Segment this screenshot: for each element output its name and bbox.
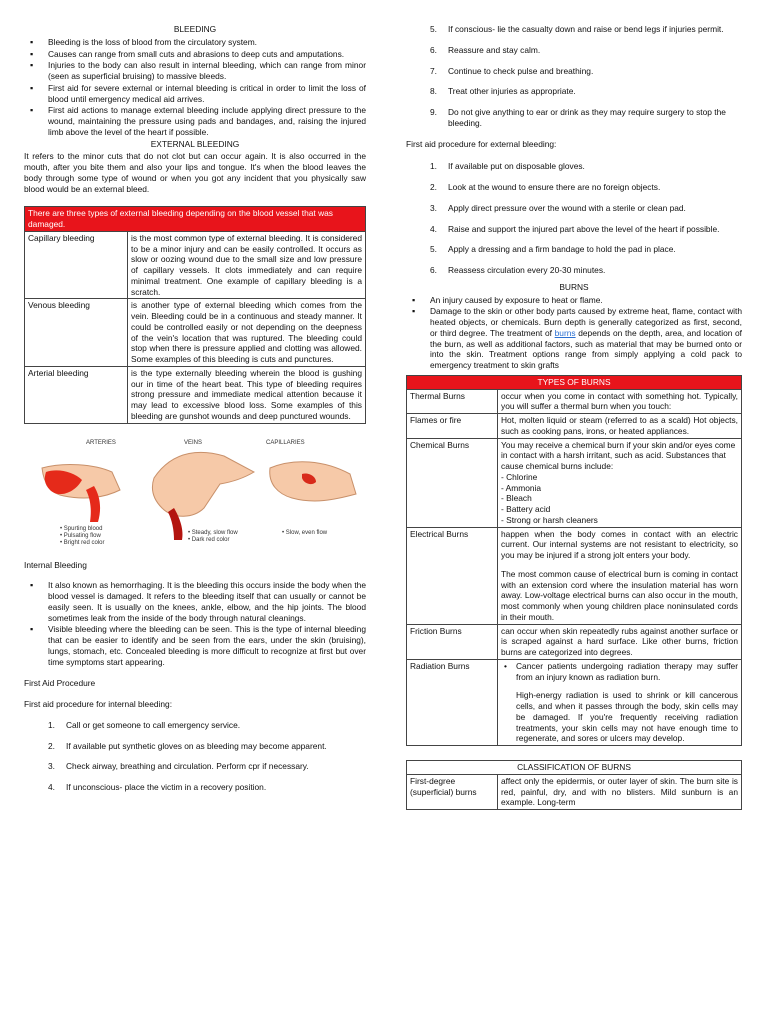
bleeding-types-illustration	[24, 438, 366, 548]
table-row: Flames or fire Hot, molten liquid or steam (referred to as a scald) Hot objects, such as cooking pans, irons, or heated appliances.	[407, 414, 742, 439]
table-header: There are three types of external bleeding depending on the blood vessel that was damaged.	[25, 207, 366, 232]
list-item: ▪ First aid actions to manage external bleeding include applying direct pressure to the wound, maintaining the pressure using pads and bandages, and, raising the injured limb above the level of the heart if possible.	[48, 105, 366, 137]
row-name: Capillary bleeding	[25, 231, 128, 299]
list-item: 6. Reassess circulation every 20-30 minutes.	[430, 265, 606, 275]
list-item: 5. Apply a dressing and a firm bandage to hold the pad in place.	[430, 244, 676, 255]
note-arteries-2: • Pulsating flow	[60, 532, 101, 539]
row-name: Venous bleeding	[25, 299, 128, 367]
row-desc: is the most common type of external bleeding. It is considered to be a minor injury and can be easily controlled. It occurs as slow or oozing wound due to the small size and low pressure of capillary vessels. It clots immediately and can require minimal treatment. One example of capillary bleeding is a scratch.	[128, 231, 366, 299]
burns-title: BURNS	[559, 281, 589, 292]
burns-link[interactable]: burns	[554, 327, 576, 338]
list-item: 8. Treat other injuries as appropriate.	[430, 86, 576, 97]
note-capillaries-1: • Slow, even flow	[282, 529, 328, 536]
classification-of-burns-table	[406, 760, 742, 810]
list-item: ▪ Causes can range from small cuts and abrasions to deep cuts and amputations.	[48, 49, 366, 60]
table-row	[25, 231, 366, 299]
internal-procedure-title: First aid procedure for internal bleeding:	[24, 699, 173, 709]
external-procedure-title: First aid procedure for external bleeding:	[406, 138, 557, 149]
first-aid-title: First Aid Procedure	[24, 678, 96, 689]
row-desc: is another type of external bleeding which comes from the vein. Bleeding could be in a continuous and steady manner. It could be controlled easily or not depending on the deepness of the vein's location that was ruptured. The bleeding could stop when there is pressure applied and clotting was allowed. Some examples of this bleeding is cuts and punctures.	[128, 299, 366, 367]
row-desc: is the type externally bleeding wherein the blood is gushing our in time of the heart beat. This type of bleeding requires strong pressure and immediate medical attention because it may lead to excessive blood loss. Some examples of this bleeding are gunshot wounds and deep punctured wounds.	[128, 366, 366, 423]
list-item: ▪ Bleeding is the loss of blood from the circulatory system.	[48, 37, 366, 48]
bleeding-title: BLEEDING	[173, 24, 217, 34]
bullet-icon: •	[504, 660, 507, 671]
table-row: Electrical Burns happen when the body comes in contact with an electric current. Our internal systems are not resistant to electricity, so you may be injured if a strong jolt enters your body. The most common cause of electrical burn is coming in contact with an extension cord where the insulation material has worn away. Low-voltage electrical burns can also occur in the mouth, most commonly when young children place noninsulated cords in their mouth.	[407, 527, 742, 624]
table-row	[25, 299, 366, 367]
types-of-burns-table	[406, 375, 742, 746]
table-row: Radiation Burns • Cancer patients undergoing radiation therapy may suffer from an injury known as radiation burn. High-energy radiation is used to shrink or kill cancerous cells, and when it passes through the body, skin cells may be damaged. If you're frequently receiving radiation treatments, your skin cells may not have enough time to regenerate, and sores or ulcers may develop.	[407, 659, 742, 745]
list-item: ▪ Visible bleeding where the bleeding can be seen. This is the type of internal bleeding that can be easier to identify and be seen from the ears, under the skin (bruising), lungs, stomach, etc. Concealed bleeding is more difficult to recognize at first but over time symptoms start appearing.	[48, 624, 366, 667]
internal-bleeding-bullets	[24, 580, 366, 667]
list-item: 2. Look at the wound to ensure there are no foreign objects.	[430, 182, 661, 192]
external-steps	[406, 161, 742, 276]
list-item: 1. If available put on disposable gloves.	[430, 161, 585, 172]
list-item: 6. Reassure and stay calm.	[430, 44, 541, 55]
list-item: ▪ Damage to the skin or other body parts caused by extreme heat, flame, contact with heated objects, or chemicals. Burn depth is generally categorized as first, second, or third degree. The treatment of burns depends on the depth, area, and location of the burn, as well as additional factors, such as material that may be burned onto or into the skin. Treatment options range from simply applying a cold pack to emergency treatment to skin grafts	[430, 306, 742, 371]
table-header: TYPES OF BURNS	[407, 375, 742, 389]
table-row	[25, 366, 366, 423]
list-item: 2. If available put synthetic gloves on as bleeding may become apparent.	[48, 740, 327, 751]
internal-steps-continued	[406, 24, 742, 129]
table-row: Chemical Burns You may receive a chemical burn if your skin and/or eyes come in contact with a harsh irritant, such as acid. Substances that cause chemical burns include: - Chlorine - Ammonia - Bleach - Battery acid - Strong or harsh cleaners	[407, 438, 742, 527]
table-row: Friction Burns can occur when skin repeatedly rubs against another surface or is scraped against a hard surface. Like other burns, friction burns are categorized into degrees.	[407, 624, 742, 659]
external-bleeding-text: It refers to the minor cuts that do not clot but can occur again. It is also occurred in the mouth, after you bite them and also your lips and tongue. It's when the blood leaves the body through some type of wound or when you got any incident that you physically saw blood would be an external bleed.	[24, 151, 366, 194]
list-item: 3. Apply direct pressure over the wound with a sterile or clean pad.	[430, 202, 686, 213]
list-item: 7. Continue to check pulse and breathing.	[430, 65, 594, 76]
burns-bullets	[406, 295, 742, 371]
left-column	[24, 24, 366, 803]
note-arteries-3: • Bright red color	[60, 539, 105, 546]
internal-steps	[24, 720, 366, 793]
row-name: Arterial bleeding	[25, 366, 128, 423]
list-item: 4. Raise and support the injured part above the level of the heart if possible.	[430, 223, 720, 234]
list-item: 3. Check airway, breathing and circulation. Perform cpr if necessary.	[48, 761, 309, 772]
table-row: Thermal Burns occur when you come in contact with something hot. Typically, you will suffer a thermal burn when you touch:	[407, 389, 742, 414]
list-item: ▪ Injuries to the body can also result in internal bleeding, which can range from minor (seen as superficial bruising) to massive bleeds.	[48, 60, 366, 82]
list-item: 1. Call or get someone to call emergency service.	[48, 719, 241, 730]
internal-bleeding-title: Internal Bleeding	[24, 559, 87, 570]
label-veins: VEINS	[184, 439, 203, 446]
list-item: 4. If unconscious- place the victim in a recovery position.	[48, 782, 267, 792]
note-veins-2: • Dark red color	[188, 536, 230, 543]
table-row: First-degree (superficial) burns affect only the epidermis, or outer layer of skin. The burn site is red, painful, dry, and with no blisters. Mild sunburn is an example. Long-term	[407, 774, 742, 809]
note-arteries-1: • Spurting blood	[60, 525, 103, 532]
list-item: ▪ An injury caused by exposure to heat or flame.	[430, 295, 742, 306]
list-item: ▪ First aid for severe external or internal bleeding is critical in order to limit the loss of blood until emergency medical aid arrives.	[48, 83, 366, 105]
list-item: 5. If conscious- lie the casualty down and raise or bend legs if injuries permit.	[430, 24, 724, 34]
note-veins-1: • Steady, slow flow	[188, 529, 238, 536]
external-bleeding-title: EXTERNAL BLEEDING	[150, 138, 240, 149]
list-item: 9. Do not give anything to ear or drink as they may require surgery to stop the bleeding.	[430, 107, 726, 128]
right-column	[406, 24, 742, 810]
table-header: CLASSIFICATION OF BURNS	[407, 761, 742, 775]
list-item: ▪ It also known as hemorrhaging. It is the bleeding this occurs inside the body when the blood vessel is damaged. It refers to the bleeding itself that can usually or cannot be easily seen. It is usually on the knees, ankle, elbow, and the hip joints. The blood sometimes leak from the inside of the body through natural cleanings.	[48, 580, 366, 623]
label-capillaries: CAPILLARIES	[266, 439, 305, 446]
bleeding-bullets	[24, 37, 366, 138]
external-bleeding-table	[24, 206, 366, 423]
label-arteries: ARTERIES	[86, 439, 116, 446]
